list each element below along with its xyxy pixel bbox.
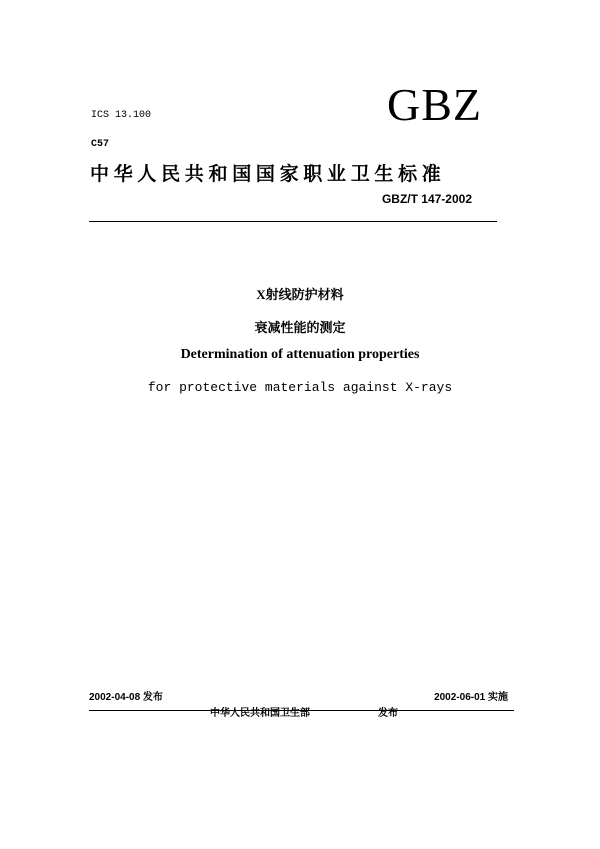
standard-body-title: 中华人民共和国国家职业卫生标准 [90, 164, 446, 185]
issue-label: 发布 [378, 708, 398, 719]
gbz-logo: GBZ [387, 79, 482, 130]
title-cn-line2: 衰减性能的测定 [254, 320, 346, 335]
implement-date: 2002-06-01 实施 [434, 692, 508, 703]
standard-number: GBZ/T 147-2002 [381, 192, 472, 206]
title-cn-line1: X射线防护材料 [256, 287, 344, 302]
title-en-line2: for protective materials against X-rays [147, 380, 453, 395]
publish-date: 2002-04-08 发布 [89, 692, 163, 703]
header-divider [89, 221, 497, 222]
ccs-code: C57 [91, 139, 110, 150]
ics-code: ICS 13.100 [91, 110, 152, 121]
title-en-line1: Determination of attenuation properties [180, 347, 420, 362]
issuing-authority: 中华人民共和国卫生部 [210, 708, 310, 719]
